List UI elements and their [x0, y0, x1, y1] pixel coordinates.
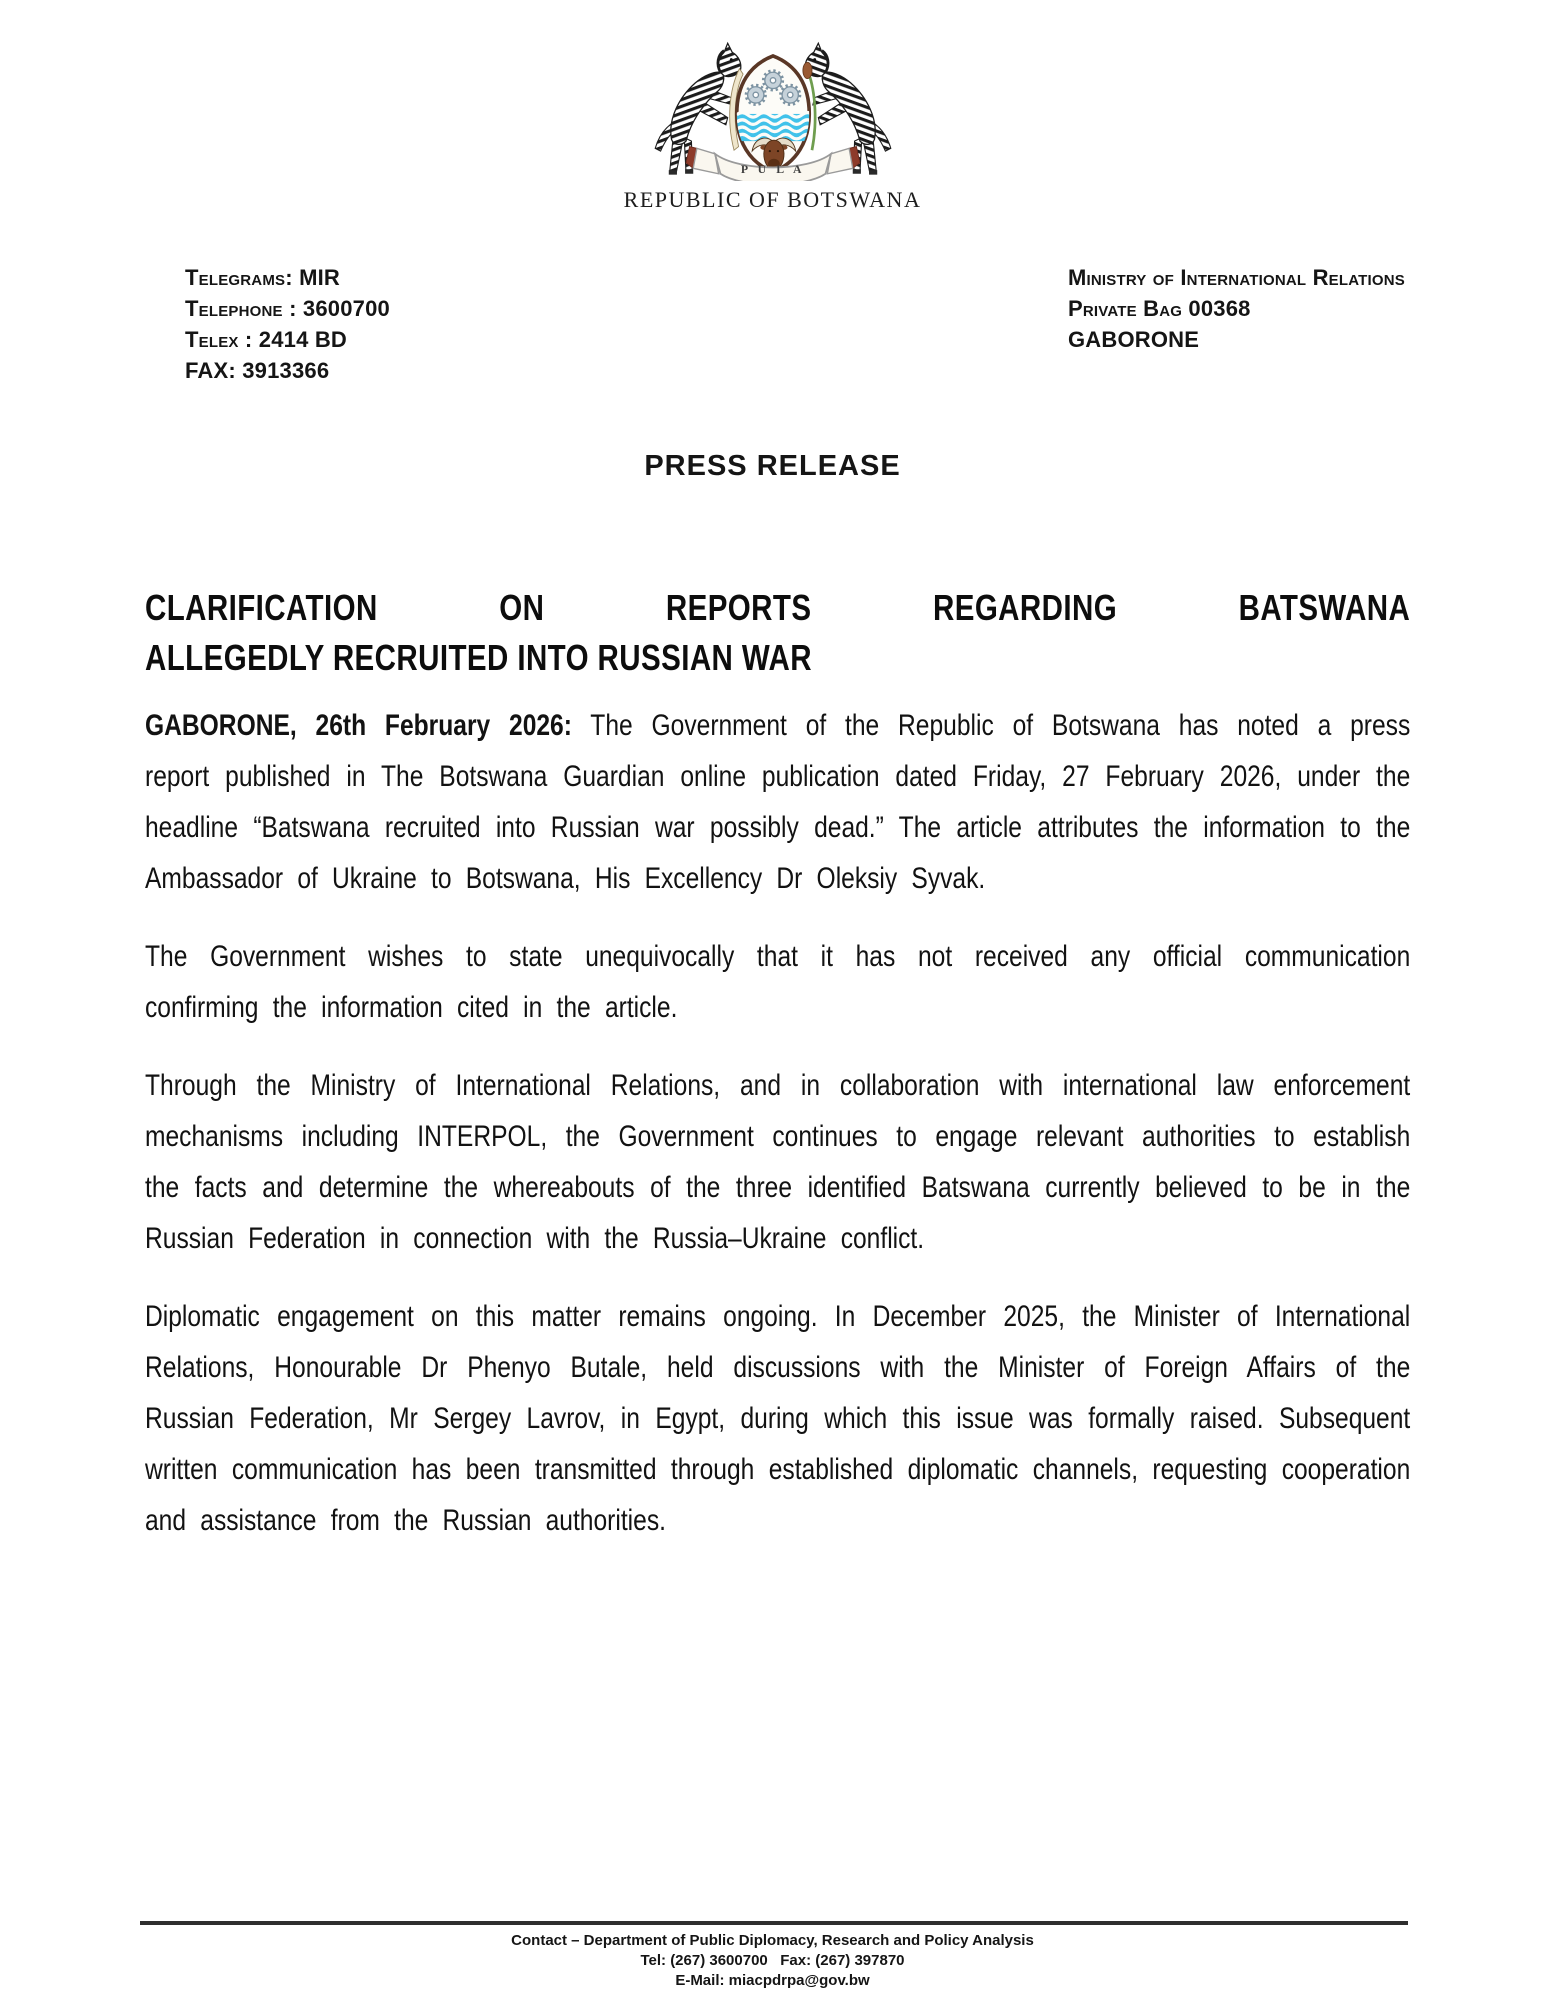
paragraph-1-text: The Government of the Republic of Botswana has noted a press report published in The Botswana Guardian online publication dated Friday, 27 February 2026, under the headline “Batswana recruited into Russian war possibly dead.” The article attributes the information to the Ambassador of Ukraine to Botswana, His Excellency Dr Oleksiy Syvak. [145, 709, 1411, 895]
telephone-line: Telephone : 3600700 [185, 296, 390, 321]
sorghum-head-icon [802, 62, 811, 78]
contact-block-left [185, 262, 390, 386]
title-line-2: ALLEGEDLY RECRUITED INTO RUSSIAN WAR [145, 637, 813, 678]
footer-email: E-Mail: miacpdrpa@gov.bw [675, 1972, 870, 1989]
paragraph-3 [145, 1060, 1410, 1264]
paragraph-2 [145, 931, 1410, 1033]
pula-banner-text: P U L A [740, 162, 805, 176]
shield-icon [734, 56, 812, 172]
contact-block-right [1068, 262, 1405, 386]
coat-of-arms-block [0, 36, 1545, 213]
footer-contact-department: Contact – Department of Public Diplomacy, Research and Policy Analysis [511, 1932, 1034, 1949]
fax-line: FAX: 3913366 [185, 358, 330, 383]
body-copy [145, 700, 1410, 1573]
paragraph-1 [145, 700, 1410, 904]
footer-divider [140, 1921, 1408, 1925]
letterhead-contact-row [185, 262, 1405, 386]
botswana-coat-of-arms-icon [637, 36, 909, 181]
emblem-caption: REPUBLIC OF BOTSWANA [623, 187, 922, 212]
document-title [145, 583, 1410, 683]
paragraph-4 [145, 1291, 1410, 1546]
paragraph-1-dateline: GABORONE, 26th February 2026: [145, 709, 572, 742]
footer-tel-fax: Tel: (267) 3600700 Fax: (267) 397870 [640, 1952, 905, 1969]
private-bag-line: Private Bag 00368 [1067, 296, 1251, 321]
ministry-line: Ministry of International Relations [1067, 265, 1405, 290]
title-line-1: CLARIFICATION ON REPORTS REGARDING BATSWANA [145, 587, 1411, 628]
telex-line: Telex : 2414 BD [185, 327, 347, 352]
paragraph-2-text: The Government wishes to state unequivocally that it has not received any official communication confirming the information cited in the article. [145, 940, 1411, 1024]
telegrams-line: Telegrams: MIR [185, 265, 341, 290]
paragraph-3-text: Through the Ministry of International Relations, and in collaboration with international law enforcement mechanisms including INTERPOL, the Government continues to engage relevant authorities to establish the facts and determine the whereabouts of the three identified Batswana currently believed to be in the Russian Federation in connection with the Russia–Ukraine conflict. [145, 1069, 1411, 1255]
press-release-kicker: PRESS RELEASE [644, 450, 901, 482]
paragraph-4-text: Diplomatic engagement on this matter remains ongoing. In December 2025, the Minister of International Relations, Honourable Dr Phenyo Butale, held discussions with the Minister of Foreign Affairs of the Russian Federation, Mr Sergey Lavrov, in Egypt, during which this issue was formally raised. Subsequent written communication has been transmitted through established diplomatic channels, requesting cooperation and assistance from the Russian authorities. [145, 1300, 1411, 1537]
city-line: GABORONE [1067, 327, 1200, 352]
footer-contact [0, 1931, 1545, 1991]
